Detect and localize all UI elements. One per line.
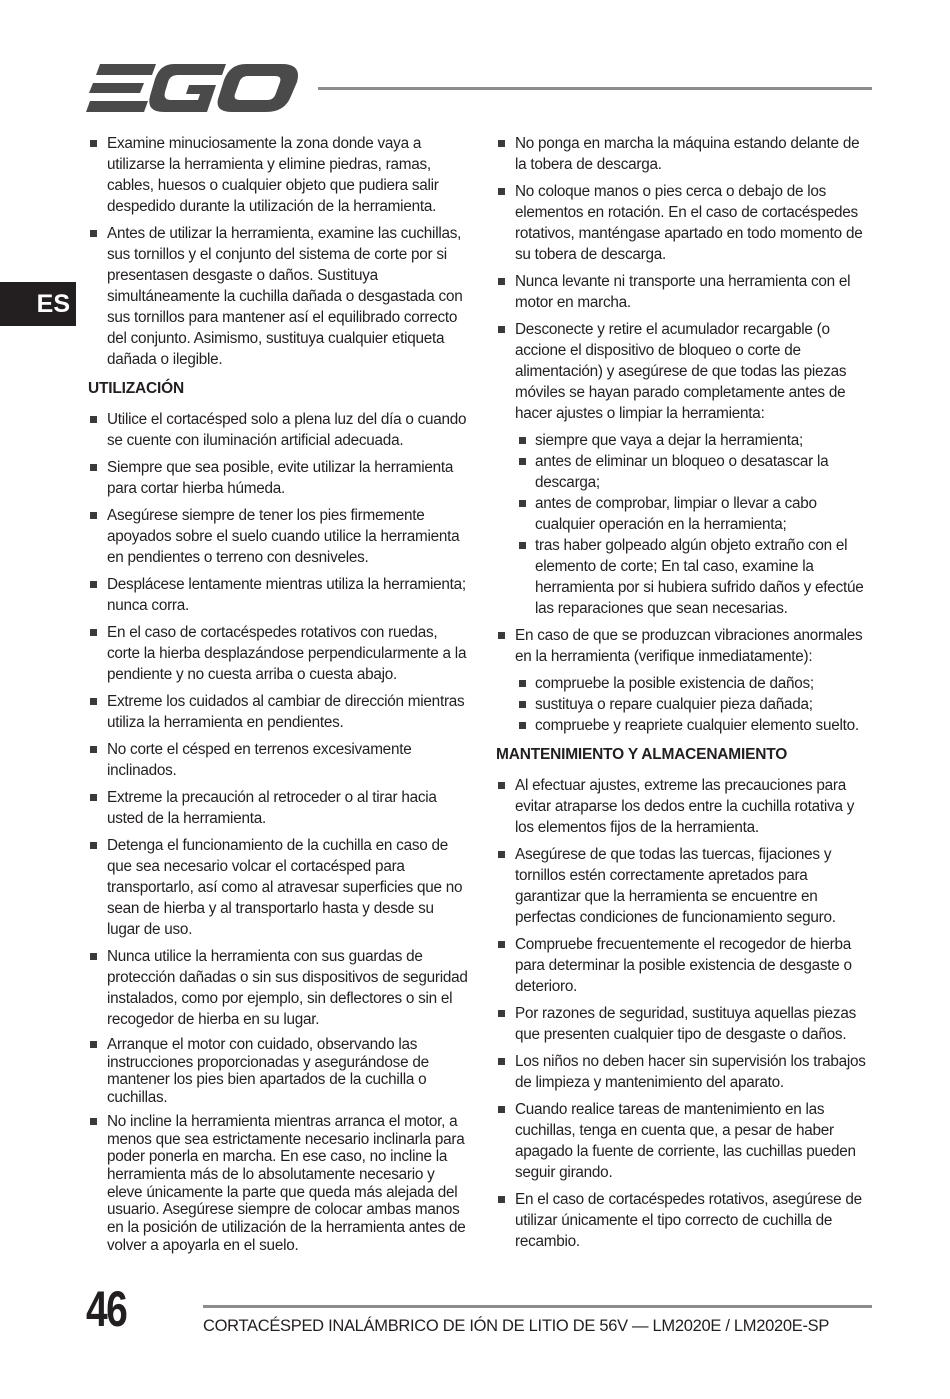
sub-list-item: sustituya o repare cualquier pieza dañada; — [496, 694, 874, 715]
language-tab: ES — [0, 282, 76, 326]
ego-logo — [86, 62, 300, 114]
list-item: En el caso de cortacéspedes rotativos con ruedas, corte la hierba desplazándose perpendicularmente a la pendiente y no cuesta arriba o cuesta abajo. — [88, 622, 468, 685]
safety-list — [496, 133, 874, 424]
list-item: Por razones de seguridad, sustituya aquellas piezas que presenten cualquier tipo de desgaste o daños. — [496, 1003, 874, 1045]
header-rule — [318, 87, 872, 90]
list-item: En el caso de cortacéspedes rotativos, asegúrese de utilizar únicamente el tipo correcto de cuchilla de recambio. — [496, 1189, 874, 1252]
mantenimiento-list — [496, 775, 874, 1252]
list-item: No ponga en marcha la máquina estando delante de la tobera de descarga. — [496, 133, 874, 175]
list-item: Extreme la precaución al retroceder o al tirar hacia usted de la herramienta. — [88, 787, 468, 829]
list-item: No coloque manos o pies cerca o debajo de los elementos en rotación. En el caso de cortacéspedes rotativos, manténgase apartado en todo momento de su tobera de descarga. — [496, 181, 874, 265]
sub-list-item: tras haber golpeado algún objeto extraño con el elemento de corte; En tal caso, examine la herramienta por si hubiera sufrido daños y efectúe las reparaciones que sean necesarias. — [496, 535, 874, 619]
sub-list-item: compruebe la posible existencia de daños; — [496, 673, 874, 694]
list-item: Nunca utilice la herramienta con sus guardas de protección dañadas o sin sus dispositivos de seguridad instalados, como por ejemplo, sin deflectores o sin el recogedor de hierba en su lugar. — [88, 946, 468, 1030]
vibration-list — [496, 625, 874, 667]
list-item: Arranque el motor con cuidado, observando las instrucciones proporcionadas y asegurándose de mantener los pies bien apartados de la cuchilla o cuchillas. — [88, 1036, 468, 1107]
sub-list-item: antes de comprobar, limpiar o llevar a cabo cualquier operación en la herramienta; — [496, 493, 874, 535]
list-item: Al efectuar ajustes, extreme las precauciones para evitar atraparse los dedos entre la cuchilla rotativa y los elementos fijos de la herramienta. — [496, 775, 874, 838]
utilizacion-list — [88, 409, 468, 1254]
list-item: Nunca levante ni transporte una herramienta con el motor en marcha. — [496, 271, 874, 313]
sub-list-item: siempre que vaya a dejar la herramienta; — [496, 430, 874, 451]
list-item: Desplácese lentamente mientras utiliza la herramienta; nunca corra. — [88, 574, 468, 616]
list-item: Utilice el cortacésped solo a plena luz del día o cuando se cuente con iluminación artificial adecuada. — [88, 409, 468, 451]
adjustment-sublist — [496, 430, 874, 619]
list-item: Siempre que sea posible, evite utilizar la herramienta para cortar hierba húmeda. — [88, 457, 468, 499]
vibration-sublist — [496, 673, 874, 736]
section-heading-utilizacion: UTILIZACIÓN — [88, 380, 184, 397]
list-item: Desconecte y retire el acumulador recargable (o accione el dispositivo de bloqueo o corte de alimentación) y asegúrese de que todas las piezas móviles se hayan parado completamente antes de hacer ajustes o limpiar la herramienta: — [496, 319, 874, 424]
list-item: Asegúrese de que todas las tuercas, fijaciones y tornillos estén correctamente apretados para garantizar que la herramienta se encuentre en perfectas condiciones de funcionamiento seguro. — [496, 844, 874, 928]
intro-list — [88, 133, 468, 370]
list-item: Detenga el funcionamiento de la cuchilla en caso de que sea necesario volcar el cortacésped para transportarlo, así como al atravesar superficies que no sean de hierba y al transportarlo hasta y desde su lugar de uso. — [88, 835, 468, 940]
list-item: Compruebe frecuentemente el recogedor de hierba para determinar la posible existencia de desgaste o deterioro. — [496, 934, 874, 997]
page-number: 46 — [86, 1281, 127, 1337]
footer-title: CORTACÉSPED INALÁMBRICO DE IÓN DE LITIO DE 56V — LM2020E / LM2020E-SP — [203, 1317, 830, 1335]
sub-list-item: antes de eliminar un bloqueo o desatascar la descarga; — [496, 451, 874, 493]
list-item: No corte el césped en terrenos excesivamente inclinados. — [88, 739, 468, 781]
section-heading-mantenimiento: MANTENIMIENTO Y ALMACENAMIENTO — [496, 746, 788, 763]
footer-rule — [203, 1305, 872, 1308]
list-item: No incline la herramienta mientras arranca el motor, a menos que sea estrictamente necesario inclinarla para poder ponerla en marcha. En ese caso, no incline la herramienta más de lo absolutamente necesario y eleve únicamente la parte que queda más alejada del usuario. Asegúrese siempre de colocar ambas manos en la posición de utilización de la herramienta antes de volver a apoyarla en el suelo. — [88, 1113, 468, 1255]
list-item: En caso de que se produzcan vibraciones anormales en la herramienta (verifique inmediatamente): — [496, 625, 874, 667]
list-item: Los niños no deben hacer sin supervisión los trabajos de limpieza y mantenimiento del aparato. — [496, 1051, 874, 1093]
right-column — [496, 133, 874, 1258]
list-item: Extreme los cuidados al cambiar de dirección mientras utiliza la herramienta en pendientes. — [88, 691, 468, 733]
left-column — [88, 133, 468, 1260]
list-item: Asegúrese siempre de tener los pies firmemente apoyados sobre el suelo cuando utilice la herramienta en pendientes o terreno con desniveles. — [88, 505, 468, 568]
list-item: Antes de utilizar la herramienta, examine las cuchillas, sus tornillos y el conjunto del sistema de corte por si presentasen desgaste o daños. Sustituya simultáneamente la cuchilla dañada o desgastada con sus tornillos para mantener así el equilibrado correcto del conjunto. Asimismo, sustituya cualquier etiqueta dañada o ilegible. — [88, 223, 468, 370]
list-item: Examine minuciosamente la zona donde vaya a utilizarse la herramienta y elimine piedras, ramas, cables, huesos o cualquier objeto que pudiera salir despedido durante la utilización de la herramienta. — [88, 133, 468, 217]
sub-list-item: compruebe y reapriete cualquier elemento suelto. — [496, 715, 874, 736]
list-item: Cuando realice tareas de mantenimiento en las cuchillas, tenga en cuenta que, a pesar de haber apagado la fuente de corriente, las cuchillas pueden seguir girando. — [496, 1099, 874, 1183]
